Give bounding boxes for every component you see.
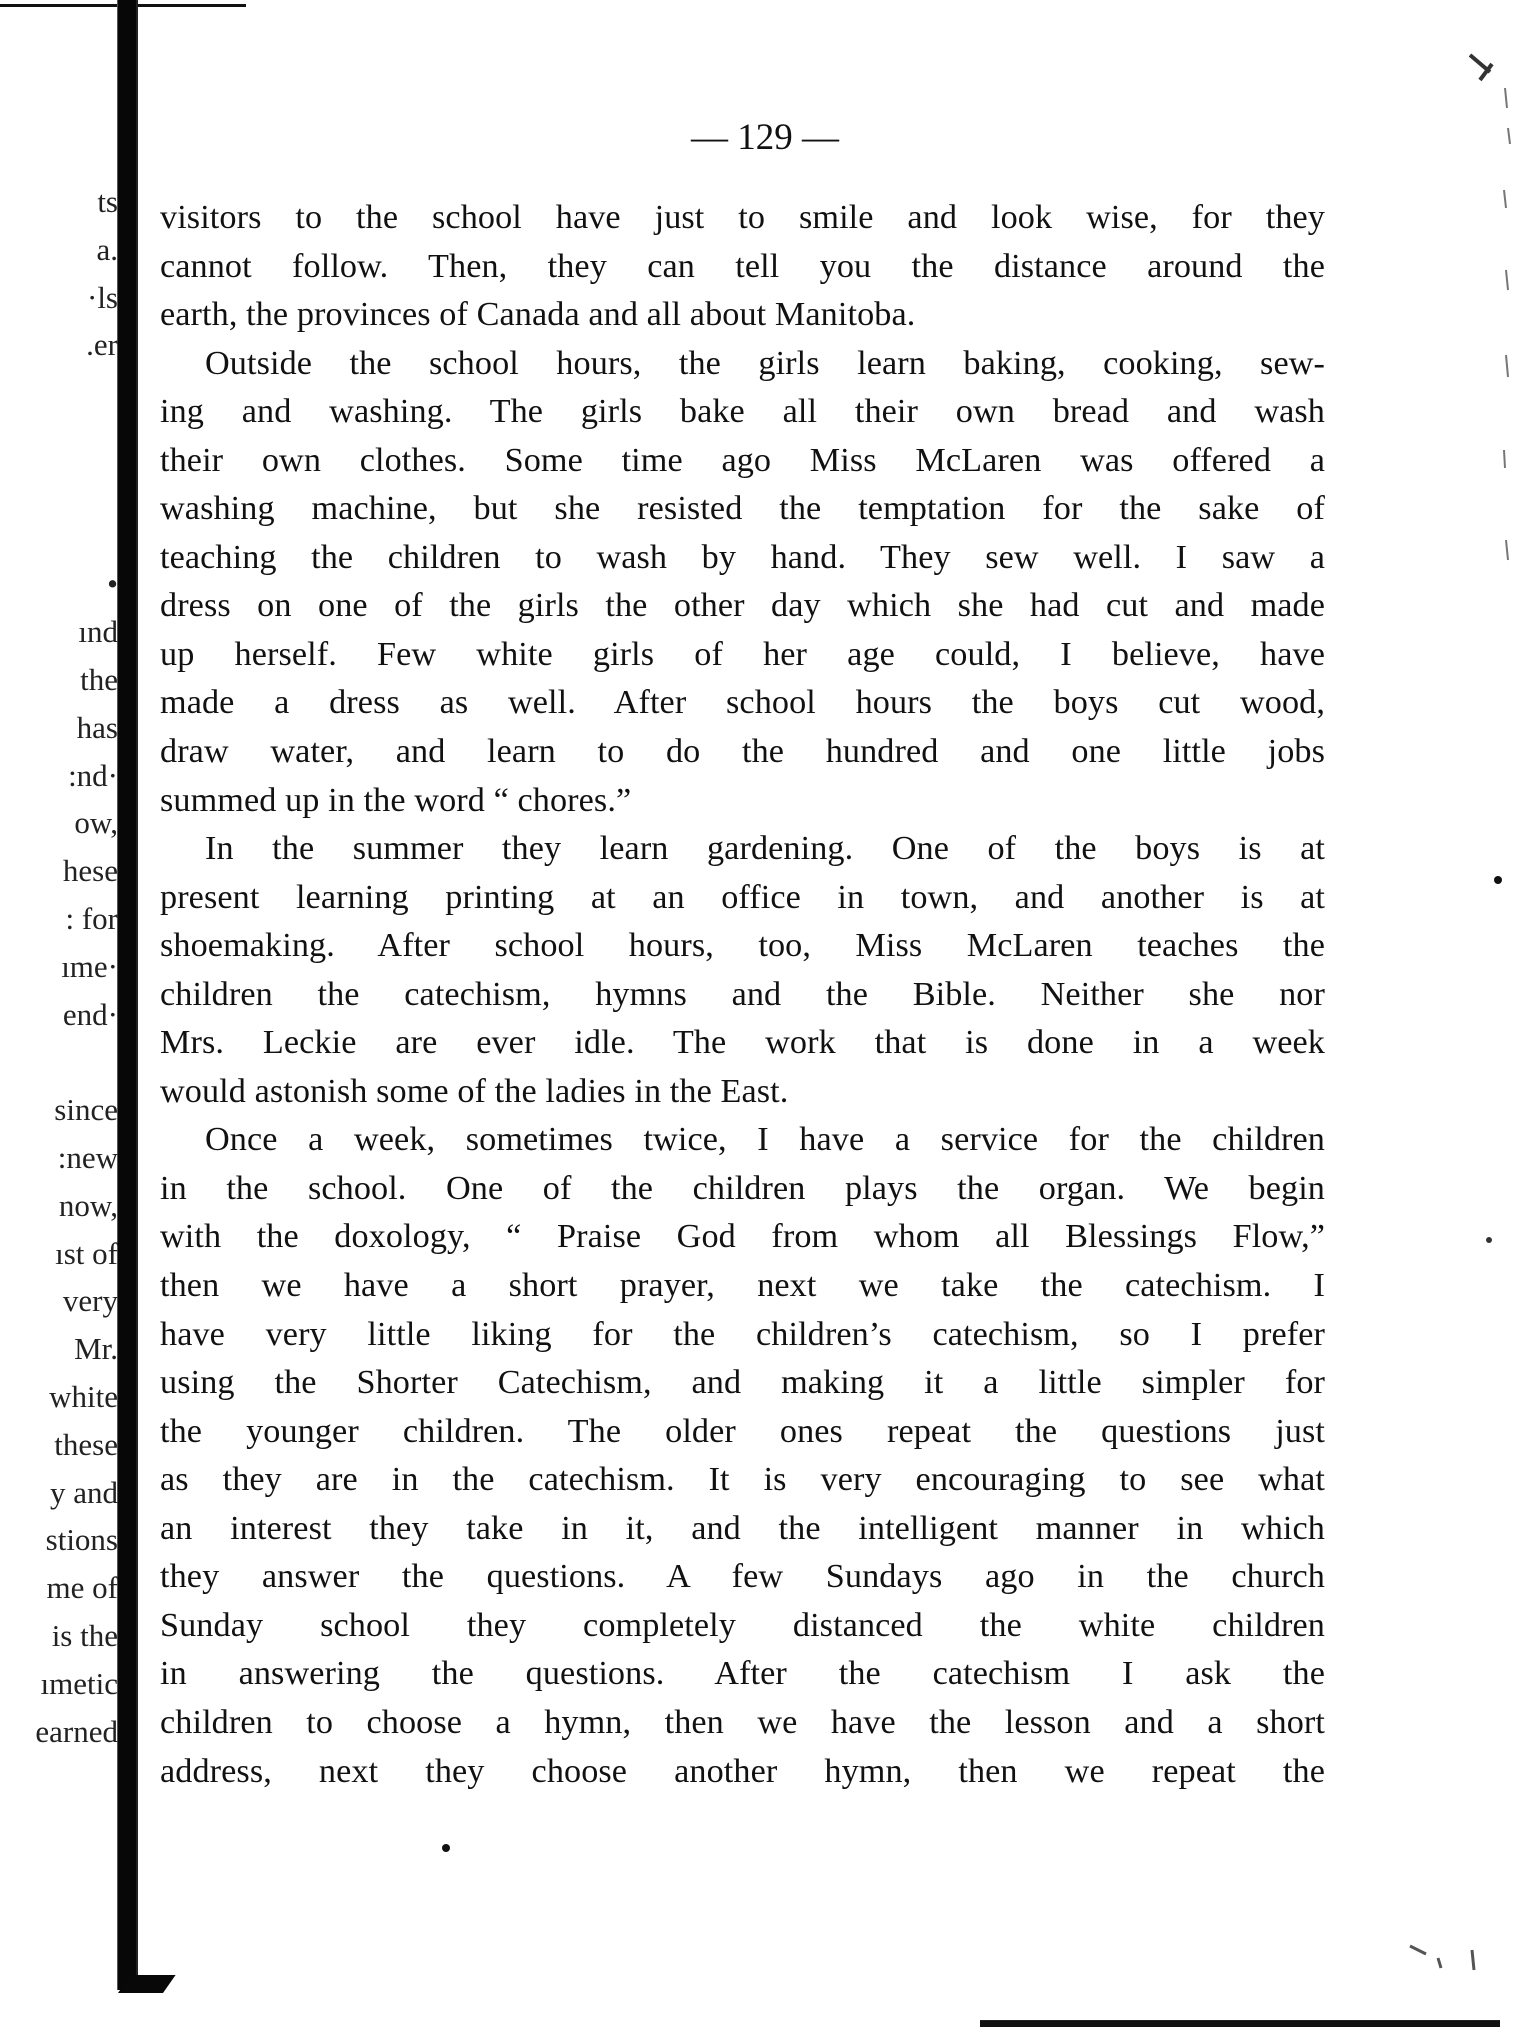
margin-fragment: [0, 369, 118, 417]
text-line: they answer the questions. A few Sundays ago in the church: [160, 1558, 1325, 1596]
margin-fragment: ·ls: [87, 279, 118, 315]
margin-fragment: is the: [51, 1617, 118, 1653]
text-line: In the summer they learn gardening. One of the boys is at: [205, 830, 1325, 868]
margin-fragment: [0, 1038, 118, 1086]
margin-fragment: since: [54, 1092, 118, 1128]
margin-fragment: Mr.: [74, 1331, 118, 1367]
bottom-speck: [442, 1844, 450, 1852]
text-line: as they are in the catechism. It is very encouraging to see what: [160, 1461, 1325, 1499]
text-line: draw water, and learn to do the hundred and one little jobs: [160, 733, 1325, 771]
facing-page-fragments: [0, 178, 118, 1755]
margin-fragment: now,: [58, 1187, 118, 1223]
margin-fragment: ınd: [78, 614, 118, 650]
body-text: [160, 194, 1325, 1796]
margin-fragment: .er: [86, 327, 118, 363]
text-line: Once a week, sometimes twice, I have a service for the children: [205, 1121, 1325, 1159]
text-line: Sunday school they completely distanced the white children: [160, 1606, 1325, 1644]
margin-fragment: ıme·: [61, 948, 118, 984]
text-line: with the doxology, “ Praise God from whom all Blessings Flow,”: [160, 1218, 1325, 1256]
margin-fragment: the: [80, 661, 118, 697]
text-line: up herself. Few white girls of her age could, I believe, have: [160, 635, 1325, 673]
text-line: ing and washing. The girls bake all their own bread and wash: [160, 393, 1325, 431]
margin-fragment: :nd·: [68, 757, 118, 793]
margin-fragment: has: [76, 709, 118, 745]
margin-fragment: earned: [35, 1713, 118, 1749]
margin-fragment: [0, 417, 118, 465]
text-line: visitors to the school have just to smile and look wise, for they: [160, 199, 1325, 236]
margin-fragment: hese: [62, 853, 118, 889]
text-line: Outside the school hours, the girls learn baking, cooking, sew-: [205, 344, 1325, 382]
margin-fragment: [0, 513, 118, 561]
small-speck: [1486, 1237, 1492, 1243]
bottom-right-marks: [1410, 1946, 1474, 1970]
text-line: the younger children. The older ones repeat the questions just: [160, 1412, 1325, 1450]
text-line: using the Shorter Catechism, and making it a little simpler for: [160, 1364, 1325, 1402]
margin-fragment: me of: [46, 1570, 118, 1606]
text-line: have very little liking for the children’s catechism, so I prefer: [160, 1315, 1325, 1353]
margin-fragment: :new: [57, 1139, 118, 1175]
margin-fragment: : for: [65, 900, 118, 936]
corner-scratch-mark: [1470, 55, 1492, 80]
bottom-edge-rule: [980, 2020, 1500, 2027]
margin-fragment: ts: [97, 184, 118, 219]
text-line: children to choose a hymn, then we have the lesson and a short: [160, 1703, 1325, 1741]
margin-fragment: y and: [49, 1474, 118, 1510]
text-line: earth, the provinces of Canada and all about Manitoba.: [160, 296, 916, 334]
margin-fragment: •: [107, 566, 118, 602]
dark-speck: [1494, 876, 1502, 884]
text-line: washing machine, but she resisted the temptation for the sake of: [160, 490, 1325, 528]
margin-fragment: stions: [45, 1522, 118, 1558]
book-spine-shadow: [118, 0, 136, 1990]
text-line: summed up in the word “ chores.”: [160, 781, 632, 819]
margin-fragment: ıst of: [55, 1235, 118, 1271]
text-line: present learning printing at an office in town, and another is at: [160, 878, 1325, 916]
margin-fragment: ow,: [74, 805, 118, 841]
text-line: shoemaking. After school hours, too, Miss McLaren teaches the: [160, 927, 1325, 965]
margin-fragment: very: [62, 1283, 118, 1319]
text-line: Mrs. Leckie are ever idle. The work that is done in a week: [160, 1024, 1325, 1062]
margin-fragment: white: [49, 1378, 118, 1414]
text-line: in the school. One of the children plays the organ. We begin: [160, 1169, 1325, 1207]
text-line: address, next they choose another hymn, then we repeat the: [160, 1752, 1325, 1790]
text-line: children the catechism, hymns and the Bible. Neither she nor: [160, 975, 1325, 1013]
margin-fragment: ımetic: [40, 1665, 118, 1701]
text-line: their own clothes. Some time ago Miss McLaren was offered a: [160, 441, 1325, 479]
page-number: — 129 —: [691, 117, 839, 158]
text-line: an interest they take in it, and the intelligent manner in which: [160, 1509, 1325, 1547]
right-edge-specks: [1504, 88, 1510, 560]
text-line: teaching the children to wash by hand. They sew well. I saw a: [160, 538, 1325, 576]
margin-fragment: [0, 465, 118, 513]
text-line: cannot follow. Then, they can tell you the distance around the: [160, 247, 1325, 285]
text-line: would astonish some of the ladies in the East.: [160, 1072, 789, 1110]
margin-fragment: end·: [62, 996, 118, 1032]
margin-fragment: these: [54, 1426, 118, 1462]
margin-fragment: a.: [96, 231, 118, 267]
text-line: dress on one of the girls the other day which she had cut and made: [160, 587, 1325, 625]
text-line: then we have a short prayer, next we take the catechism. I: [160, 1267, 1325, 1305]
text-line: made a dress as well. After school hours the boys cut wood,: [160, 684, 1325, 722]
text-line: in answering the questions. After the catechism I ask the: [160, 1655, 1325, 1693]
